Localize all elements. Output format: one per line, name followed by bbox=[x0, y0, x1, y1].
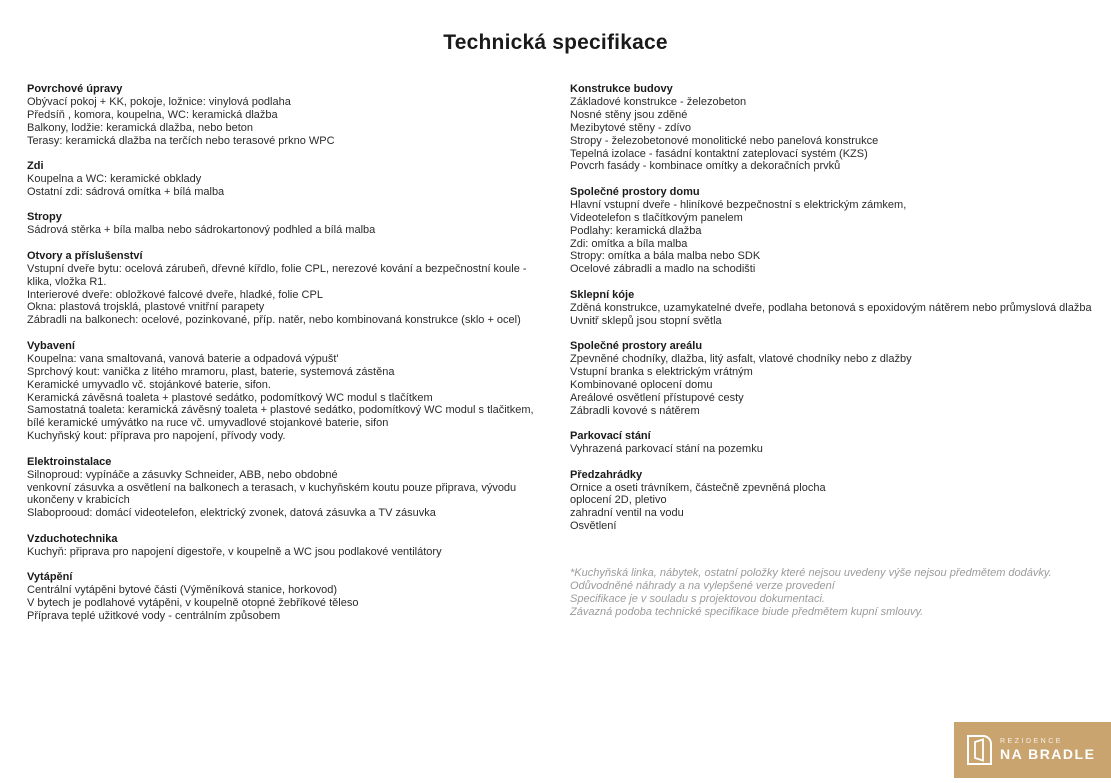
section-line: Ostatní zdi: sádrová omítka + bílá malba bbox=[27, 185, 225, 198]
spec-section bbox=[27, 456, 542, 521]
section-line: Keramická závěsná toaleta + plastové sedátko, podomítkový WC modul s tlačítkem bbox=[27, 391, 433, 404]
section-line: Podlahy: keramická dlažba bbox=[570, 224, 702, 237]
section-heading: Vybavení bbox=[27, 339, 75, 352]
footnote-line: Specifikace je v souladu s projektovou dokumentaci. bbox=[570, 592, 825, 605]
section-line: Silnoproud: vypínáče a zásuvky Schneider, ABB, nebo obdobné bbox=[27, 468, 338, 481]
spec-section bbox=[27, 211, 542, 237]
spec-section bbox=[27, 250, 542, 327]
section-line: Osvětlení bbox=[570, 520, 617, 533]
section-line: V bytech je podlahové vytápěni, v koupelně otopné žebříkové těleso bbox=[27, 597, 359, 610]
section-line: Stropy: omítka a bála malba nebo SDK bbox=[570, 250, 761, 263]
spec-section bbox=[570, 430, 1110, 456]
section-line: Slaboprooud: domácí videotelefon, elektrický zvonek, datová zásuvka a TV zásuvka bbox=[27, 507, 436, 520]
spec-section bbox=[570, 469, 1110, 534]
section-line: Stropy - železobetonové monolitické nebo panelová konstrukce bbox=[570, 134, 879, 147]
section-line: Zábradli kovové s nátěrem bbox=[570, 404, 700, 417]
section-line: Sprchový kout: vanička z litého mramoru, plast, baterie, systemová zástěna bbox=[27, 365, 395, 378]
section-line: Ocelové zábradli a madlo na schodišti bbox=[570, 263, 756, 276]
section-line: Vstupní dveře bytu: ocelová zárubeň, dřevné kířdlo, folie CPL, nerezové kování a bezpečnostní koule - klika, vložka R1. bbox=[27, 262, 527, 288]
section-line: Kuchyňský kout: příprava pro napojení, přívody vody. bbox=[27, 430, 286, 443]
section-line: Hlavní vstupní dveře - hliníkové bezpečnostní s elektrickým zámkem, bbox=[570, 198, 907, 211]
spec-columns bbox=[27, 83, 1110, 635]
spec-section bbox=[27, 83, 542, 148]
section-line: Terasy: keramická dlažba na terčích nebo terasové prkno WPC bbox=[27, 134, 335, 147]
section-line: Nosné stěny jsou zděné bbox=[570, 108, 688, 121]
section-heading: Předzahrádky bbox=[570, 468, 643, 481]
section-line: Kuchyň: připrava pro napojení digestoře, v koupelně a WC jsou podlakové ventilátory bbox=[27, 545, 442, 558]
section-heading: Povrchové úpravy bbox=[27, 83, 123, 95]
section-heading: Elektroinstalace bbox=[27, 455, 112, 468]
section-heading: Parkovací stání bbox=[570, 430, 651, 443]
section-line: Koupelna: vana smaltovaná, vanová baterie a odpadová výpušt' bbox=[27, 352, 339, 365]
section-line: Mezibytové stěny - zdívo bbox=[570, 121, 692, 134]
right-column bbox=[570, 83, 1110, 635]
section-heading: Společné prostory domu bbox=[570, 185, 700, 198]
section-line: Tepelná izolace - fasádní kontaktní zateplovací systém (KZS) bbox=[570, 147, 868, 160]
rezidence-na-bradle-logo bbox=[954, 722, 1111, 778]
section-heading: Konstrukce budovy bbox=[570, 83, 673, 95]
section-heading: Otvory a příslušenství bbox=[27, 249, 143, 262]
section-line: Příprava teplé užitkové vody - centrálním způsobem bbox=[27, 609, 281, 622]
section-line: oplocení 2D, pletivo bbox=[570, 494, 667, 507]
section-line: Vyhrazená parkovací stání na pozemku bbox=[570, 443, 763, 456]
section-line: Sádrová stěrka + bíla malba nebo sádrokartonový podhled a bílá malba bbox=[27, 224, 376, 237]
section-line: Centrální vytápěni bytové části (Výměníková stanice, horkovod) bbox=[27, 584, 337, 597]
section-line: Základové konstrukce - železobeton bbox=[570, 95, 747, 108]
section-line: Kombinované oplocení domu bbox=[570, 378, 713, 391]
section-line: Balkony, lodžie: keramická dlažba, nebo beton bbox=[27, 121, 254, 134]
section-line: zahradní ventil na vodu bbox=[570, 507, 684, 520]
section-line: Zděná konstrukce, uzamykatelné dveře, podlaha betonová s epoxidovým nátěrem nebo průmyslová dlažba bbox=[570, 301, 1092, 314]
spec-section bbox=[570, 83, 1110, 173]
spec-section bbox=[27, 160, 542, 199]
logo-text bbox=[1000, 738, 1095, 762]
section-line: Zábradli na balkonech: ocelové, pozinkované, příp. natěr, nebo kombinovaná konstrukce (sklo + ocel) bbox=[27, 314, 521, 327]
section-line: Zdi: omítka a bíla malba bbox=[570, 237, 688, 250]
page-title: Technická specifikace bbox=[443, 31, 668, 54]
section-line: Interierové dveře: obložkové falcové dveře, hladké, folie CPL bbox=[27, 288, 323, 301]
footnote-line: *Kuchyňská linka, nábytek, ostatní položky které nejsou uvedeny výše nejsou předmětem dodávky. bbox=[570, 567, 1052, 580]
section-heading: Společné prostory areálu bbox=[570, 340, 703, 353]
section-line: Zpevněné chodníky, dlažba, litý asfalt, vlatové chodníky nebo z dlažby bbox=[570, 353, 912, 366]
spec-section bbox=[570, 186, 1110, 276]
spec-section bbox=[27, 533, 542, 559]
section-line: Okna: plastová trojsklá, plastové vnitřní parapety bbox=[27, 301, 265, 314]
section-line: Předsíň , komora, koupelna, WC: keramická dlažba bbox=[27, 108, 278, 121]
section-heading: Zdi bbox=[27, 160, 44, 173]
section-line: Videotelefon s tlačítkovým panelem bbox=[570, 211, 743, 224]
logo-brand-top: REZIDENCE bbox=[1000, 738, 1063, 745]
section-line: Samostatná toaleta: keramická závěsný toaleta + plastové sedátko, podomítkový WC modul s tlačitkem, bílé keramické umývátko na ruce vč. umyvadlové stojankové baterie, sifon bbox=[27, 404, 534, 430]
right-column-sections bbox=[570, 83, 1110, 533]
section-line: Areálové osvětlení přístupové cesty bbox=[570, 391, 744, 404]
section-heading: Vytápění bbox=[27, 571, 73, 584]
section-line: Koupelna a WC: keramické obklady bbox=[27, 173, 202, 186]
section-heading: Sklepní kóje bbox=[570, 288, 635, 301]
section-line: Obývací pokoj + KK, pokoje, ložnice: vinylová podlaha bbox=[27, 95, 291, 108]
footnote-line: Odůvodněné náhrady a na vylepšené verze provedení bbox=[570, 580, 835, 593]
footnotes bbox=[570, 567, 1070, 619]
door-icon bbox=[966, 734, 993, 766]
section-line: Povcrh fasády - kombinace omítky a dekoračních prvků bbox=[570, 160, 841, 173]
footnote-line: Závazná podoba technické specifikace biude předmětem kupní smlouvy. bbox=[570, 605, 924, 618]
spec-section bbox=[27, 340, 542, 443]
logo-brand-bottom: NA BRADLE bbox=[1000, 746, 1096, 762]
left-column bbox=[27, 83, 542, 635]
spec-section bbox=[570, 289, 1110, 328]
spec-section bbox=[27, 571, 542, 623]
section-line: Uvnitř sklepů jsou stopní světla bbox=[570, 314, 722, 327]
spec-section bbox=[570, 340, 1110, 417]
section-line: Ornice a oseti trávníkem, částečně zpevněná plocha bbox=[570, 481, 826, 494]
section-line: venkovní zásuvka a osvětlení na balkonech a terasach, v kuchyňském koutu pouze připrava, vývodu ukončeny v krabicích bbox=[27, 481, 517, 507]
section-line: Keramické umyvadlo vč. stojánkové baterie, sifon. bbox=[27, 378, 271, 391]
section-line: Vstupní branka s elektrickým vrátným bbox=[570, 366, 753, 378]
section-heading: Vzduchotechnika bbox=[27, 532, 118, 545]
section-heading: Stropy bbox=[27, 211, 62, 224]
